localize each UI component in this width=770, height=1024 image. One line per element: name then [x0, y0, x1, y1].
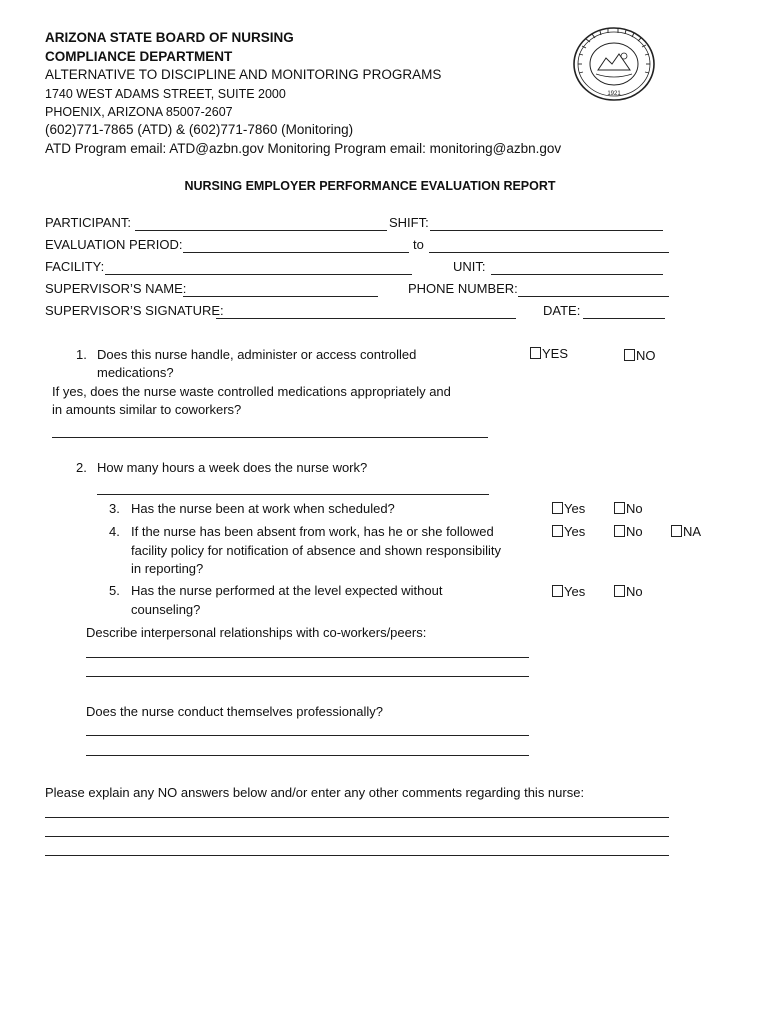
date-label: DATE: [543, 303, 581, 318]
participant-label: PARTICIPANT: [45, 215, 131, 230]
facility-input[interactable] [105, 260, 412, 275]
seal-year: 1921 [607, 91, 621, 97]
q3-text: Has the nurse been at work when scheduled? [131, 501, 395, 516]
q3-no-label: No [626, 501, 643, 516]
q1-yes-checkbox[interactable] [530, 347, 541, 359]
comments-line3[interactable] [45, 841, 669, 856]
form-title: NURSING EMPLOYER PERFORMANCE EVALUATION REPORT [184, 179, 556, 193]
comments-line1[interactable] [45, 803, 669, 818]
q4-no-checkbox[interactable] [614, 525, 625, 537]
q2-number: 2. [76, 460, 87, 475]
q1-text-line1: Does this nurse handle, administer or access controlled [97, 347, 417, 362]
q1-no-label: NO [636, 348, 656, 363]
q3-no-checkbox[interactable] [614, 502, 625, 514]
q3-yes-label: Yes [564, 501, 586, 516]
comments-prompt: Please explain any NO answers below and/or enter any other comments regarding this nurse: [45, 785, 585, 800]
interpersonal-answer-line1[interactable] [86, 643, 529, 658]
program-name: ALTERNATIVE TO DISCIPLINE AND MONITORING PROGRAMS [45, 67, 442, 82]
q5-no-checkbox[interactable] [614, 585, 625, 597]
to-label: to [413, 237, 424, 252]
supervisor-name-label: SUPERVISOR’S NAME: [45, 281, 187, 296]
unit-input[interactable] [491, 260, 663, 275]
professional-prompt: Does the nurse conduct themselves professionally? [86, 704, 383, 719]
department-name: COMPLIANCE DEPARTMENT [45, 49, 233, 64]
q5-yes-checkbox[interactable] [552, 585, 563, 597]
date-input[interactable] [583, 304, 665, 319]
professional-answer-line2[interactable] [86, 741, 529, 756]
interpersonal-prompt: Describe interpersonal relationships with co-workers/peers: [86, 625, 427, 640]
q5-no-label: No [626, 584, 643, 599]
q4-na-checkbox[interactable] [671, 525, 682, 537]
shift-input[interactable] [430, 216, 663, 231]
q3-yes-checkbox[interactable] [552, 502, 563, 514]
q1-followup-line1: If yes, does the nurse waste controlled medications appropriately and [52, 384, 451, 399]
unit-label: UNIT: [453, 259, 486, 274]
q4-yes-checkbox[interactable] [552, 525, 563, 537]
q4-text-line2: facility policy for notification of absence and shown responsibility [131, 543, 501, 558]
q5-yes-label: Yes [564, 584, 586, 599]
professional-answer-line1[interactable] [86, 721, 529, 736]
q4-yes-label: Yes [564, 524, 586, 539]
agency-name: ARIZONA STATE BOARD OF NURSING [45, 30, 294, 45]
q4-no-label: No [626, 524, 643, 539]
supervisor-signature-label: SUPERVISOR’S SIGNATURE: [45, 303, 224, 318]
q5-number: 5. [109, 583, 120, 598]
q4-number: 4. [109, 524, 120, 539]
evaluation-period-label: EVALUATION PERIOD: [45, 237, 183, 252]
q1-followup-answer-input[interactable] [52, 423, 488, 438]
evaluation-period-end-input[interactable] [429, 238, 669, 253]
phone-number-label: PHONE NUMBER: [408, 281, 518, 296]
evaluation-period-start-input[interactable] [183, 238, 409, 253]
interpersonal-answer-line2[interactable] [86, 662, 529, 677]
participant-input[interactable] [135, 216, 387, 231]
q4-text-line1: If the nurse has been absent from work, has he or she followed [131, 524, 494, 539]
phone-number-input[interactable] [518, 282, 669, 297]
shift-label: SHIFT: [389, 215, 429, 230]
q4-text-line3: in reporting? [131, 561, 204, 576]
q4-na-label: NA [683, 524, 702, 539]
q2-answer-input[interactable] [97, 480, 489, 495]
q1-no-checkbox[interactable] [624, 349, 635, 361]
email-addresses: ATD Program email: ATD@azbn.gov Monitoring Program email: monitoring@azbn.gov [45, 141, 562, 156]
facility-label: FACILITY: [45, 259, 105, 274]
street-address: 1740 WEST ADAMS STREET, SUITE 2000 [45, 87, 286, 101]
q1-followup-line2: in amounts similar to coworkers? [52, 402, 242, 417]
phone-numbers: (602)771-7865 (ATD) & (602)771-7860 (Monitoring) [45, 122, 354, 137]
state-seal-icon [572, 26, 656, 102]
q5-text-line2: counseling? [131, 602, 201, 617]
q2-text: How many hours a week does the nurse work? [97, 460, 368, 475]
city-address: PHOENIX, ARIZONA 85007-2607 [45, 105, 233, 119]
comments-line2[interactable] [45, 822, 669, 837]
q1-number: 1. [76, 347, 87, 362]
q3-number: 3. [109, 501, 120, 516]
supervisor-name-input[interactable] [183, 282, 378, 297]
q1-text-line2: medications? [97, 365, 174, 380]
supervisor-signature-input[interactable] [216, 304, 516, 319]
q5-text-line1: Has the nurse performed at the level expected without [131, 583, 443, 598]
q1-yes-label: YES [542, 346, 569, 361]
